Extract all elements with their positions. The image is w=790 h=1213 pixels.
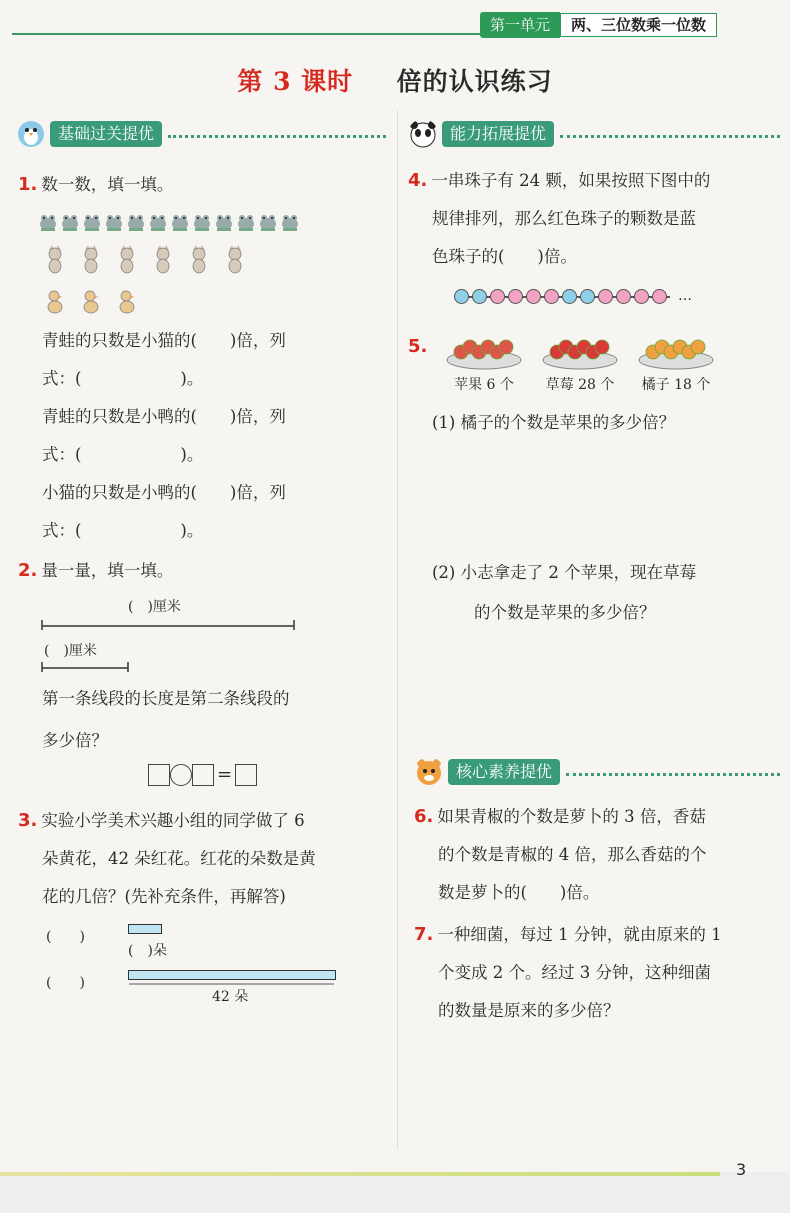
fruit-plate xyxy=(540,330,620,394)
cat-icon xyxy=(146,244,180,274)
blue-bead xyxy=(580,289,595,304)
question-number: 2. xyxy=(18,560,38,581)
q3-bar1-label: ( )朵 xyxy=(128,943,167,959)
frog-row xyxy=(38,210,308,234)
fruit-label: 苹果 6 个 xyxy=(454,377,514,393)
q1-line3: 小猫的只数是小鸭的( )倍，列 xyxy=(42,483,286,502)
equals-sign: = xyxy=(217,764,233,785)
frog-icon xyxy=(148,210,168,240)
dotted-rule xyxy=(560,135,780,138)
frog-icon xyxy=(192,210,212,240)
frog-icon xyxy=(280,210,300,240)
fruit-plates xyxy=(444,330,734,400)
cat-icon xyxy=(38,244,72,274)
q5-sub2a: (2) 小志拿走了 2 个苹果，现在草莓 xyxy=(432,563,697,582)
q1-line2b: 式：( )。 xyxy=(42,445,204,464)
question-number: 3. xyxy=(18,810,38,831)
segment1-label: ( )厘米 xyxy=(128,599,181,615)
penguin-icon xyxy=(16,119,46,149)
lesson-number: 第 3 课时 xyxy=(237,67,354,96)
frog-icon xyxy=(38,210,58,240)
question-number: 1. xyxy=(18,174,38,195)
q3-blank2[interactable]: ( ) xyxy=(46,975,85,991)
frog-icon xyxy=(258,210,278,240)
answer-box[interactable] xyxy=(192,764,214,786)
section-ability-label: 能力拓展提优 xyxy=(442,121,554,147)
pink-bead xyxy=(616,289,631,304)
q7-line3: 的数量是原来的多少倍？ xyxy=(438,1001,620,1020)
q3-line2: 朵黄花，42 朵红花。红花的朵数是黄 xyxy=(42,849,316,868)
q5-sub2b: 的个数是苹果的多少倍？ xyxy=(474,603,656,622)
section-core-label: 核心素养提优 xyxy=(448,759,560,785)
pink-bead xyxy=(544,289,559,304)
dotted-rule xyxy=(566,773,780,776)
question-2 xyxy=(18,550,173,592)
frog-icon xyxy=(82,210,102,240)
q1-line1: 青蛙的只数是小猫的( )倍，列 xyxy=(42,331,286,350)
pink-bead xyxy=(598,289,613,304)
question-number: 4. xyxy=(408,170,428,191)
q3-bar2-label: 42 朵 xyxy=(212,989,249,1005)
q3-line3: 花的几倍？(先补充条件，再解答) xyxy=(42,887,286,906)
q1-line2: 青蛙的只数是小鸭的( )倍，列 xyxy=(42,407,286,426)
cat-row xyxy=(38,244,258,278)
pink-bead xyxy=(508,289,523,304)
frog-icon xyxy=(126,210,146,240)
red-bar xyxy=(128,970,336,980)
pink-bead xyxy=(634,289,649,304)
frog-icon xyxy=(236,210,256,240)
section-basic-label: 基础过关提优 xyxy=(50,121,162,147)
cat-icon xyxy=(74,244,108,274)
q6-line2: 的个数是青椒的 4 倍，那么香菇的个 xyxy=(438,845,707,864)
question-text: 一种细菌，每过 1 分钟，就由原来的 1 xyxy=(437,925,722,944)
tiger-icon xyxy=(414,757,444,787)
question-4 xyxy=(408,160,710,202)
question-number: 7. xyxy=(414,924,434,945)
duck-row xyxy=(38,287,148,313)
bead-string xyxy=(454,288,692,304)
footer-rule xyxy=(0,1172,720,1176)
question-1 xyxy=(18,164,173,206)
q3-blank1[interactable]: ( ) xyxy=(46,929,85,945)
q2-equation xyxy=(148,764,257,786)
pink-bead xyxy=(526,289,541,304)
unit-label: 第一单元 xyxy=(480,12,560,38)
duck-icon xyxy=(74,287,108,317)
blue-bead xyxy=(454,289,469,304)
unit-tag xyxy=(480,12,717,38)
q4-line2: 规律排列，那么红色珠子的颗数是蓝 xyxy=(432,209,696,228)
question-number: 6. xyxy=(414,806,434,827)
section-ability xyxy=(408,120,780,148)
footer-band xyxy=(0,1172,790,1213)
question-text: 量一量，填一填。 xyxy=(41,561,174,580)
segment2 xyxy=(40,660,132,674)
q5-sub1: (1) 橘子的个数是苹果的多少倍？ xyxy=(432,413,676,432)
frog-icon xyxy=(60,210,80,240)
fruit-label: 橘子 18 个 xyxy=(641,377,711,393)
pink-bead xyxy=(490,289,505,304)
q4-line3: 色珠子的( )倍。 xyxy=(432,247,577,266)
duck-icon xyxy=(110,287,144,317)
question-5 xyxy=(408,336,431,357)
question-text: 如果青椒的个数是萝卜的 3 倍，香菇 xyxy=(437,807,706,826)
blue-bead xyxy=(472,289,487,304)
q1-line3b: 式：( )。 xyxy=(42,521,204,540)
question-7 xyxy=(414,914,722,956)
segment1 xyxy=(40,618,300,632)
q6-line3: 数是萝卜的( )倍。 xyxy=(438,883,600,902)
frog-icon xyxy=(104,210,124,240)
frog-icon xyxy=(170,210,190,240)
fruit-pile-icon xyxy=(637,330,715,370)
section-core xyxy=(414,758,780,786)
column-divider xyxy=(397,110,398,1150)
section-basic xyxy=(16,120,386,148)
q2-line1: 第一条线段的长度是第二条线段的 xyxy=(42,689,290,708)
question-text: 一串珠子有 24 颗，如果按照下图中的 xyxy=(431,171,711,190)
blue-bead xyxy=(562,289,577,304)
fruit-plate xyxy=(636,330,716,394)
fruit-pile-icon xyxy=(445,330,523,370)
fruit-label: 草莓 28 个 xyxy=(545,377,615,393)
pink-bead xyxy=(652,289,667,304)
fruit-plate xyxy=(444,330,524,394)
question-text: 实验小学美术兴趣小组的同学做了 6 xyxy=(41,811,305,830)
fruit-pile-icon xyxy=(541,330,619,370)
cat-icon xyxy=(110,244,144,274)
panda-icon xyxy=(408,119,438,149)
question-3 xyxy=(18,800,305,842)
cat-icon xyxy=(182,244,216,274)
q2-line2: 多少倍？ xyxy=(42,731,108,750)
page-number: 3 xyxy=(736,1160,747,1179)
duck-icon xyxy=(38,287,72,317)
lesson-name: 倍的认识练习 xyxy=(396,67,553,96)
yellow-bar xyxy=(128,924,162,934)
cat-icon xyxy=(218,244,252,274)
q1-line1b: 式：( )。 xyxy=(42,369,204,388)
header-rule xyxy=(12,33,482,35)
operator-circle[interactable] xyxy=(170,764,192,786)
question-6 xyxy=(414,796,706,838)
dotted-rule xyxy=(168,135,386,138)
q7-line2: 个变成 2 个。经过 3 分钟，这种细菌 xyxy=(438,963,711,982)
frog-icon xyxy=(214,210,234,240)
question-text: 数一数，填一填。 xyxy=(41,175,174,194)
unit-title: 两、三位数乘一位数 xyxy=(560,13,717,37)
segment2-label: ( )厘米 xyxy=(44,643,97,659)
answer-box[interactable] xyxy=(235,764,257,786)
answer-box[interactable] xyxy=(148,764,170,786)
page-title xyxy=(0,62,790,98)
bead-ellipsis: … xyxy=(678,288,692,304)
question-number: 5. xyxy=(408,336,428,357)
